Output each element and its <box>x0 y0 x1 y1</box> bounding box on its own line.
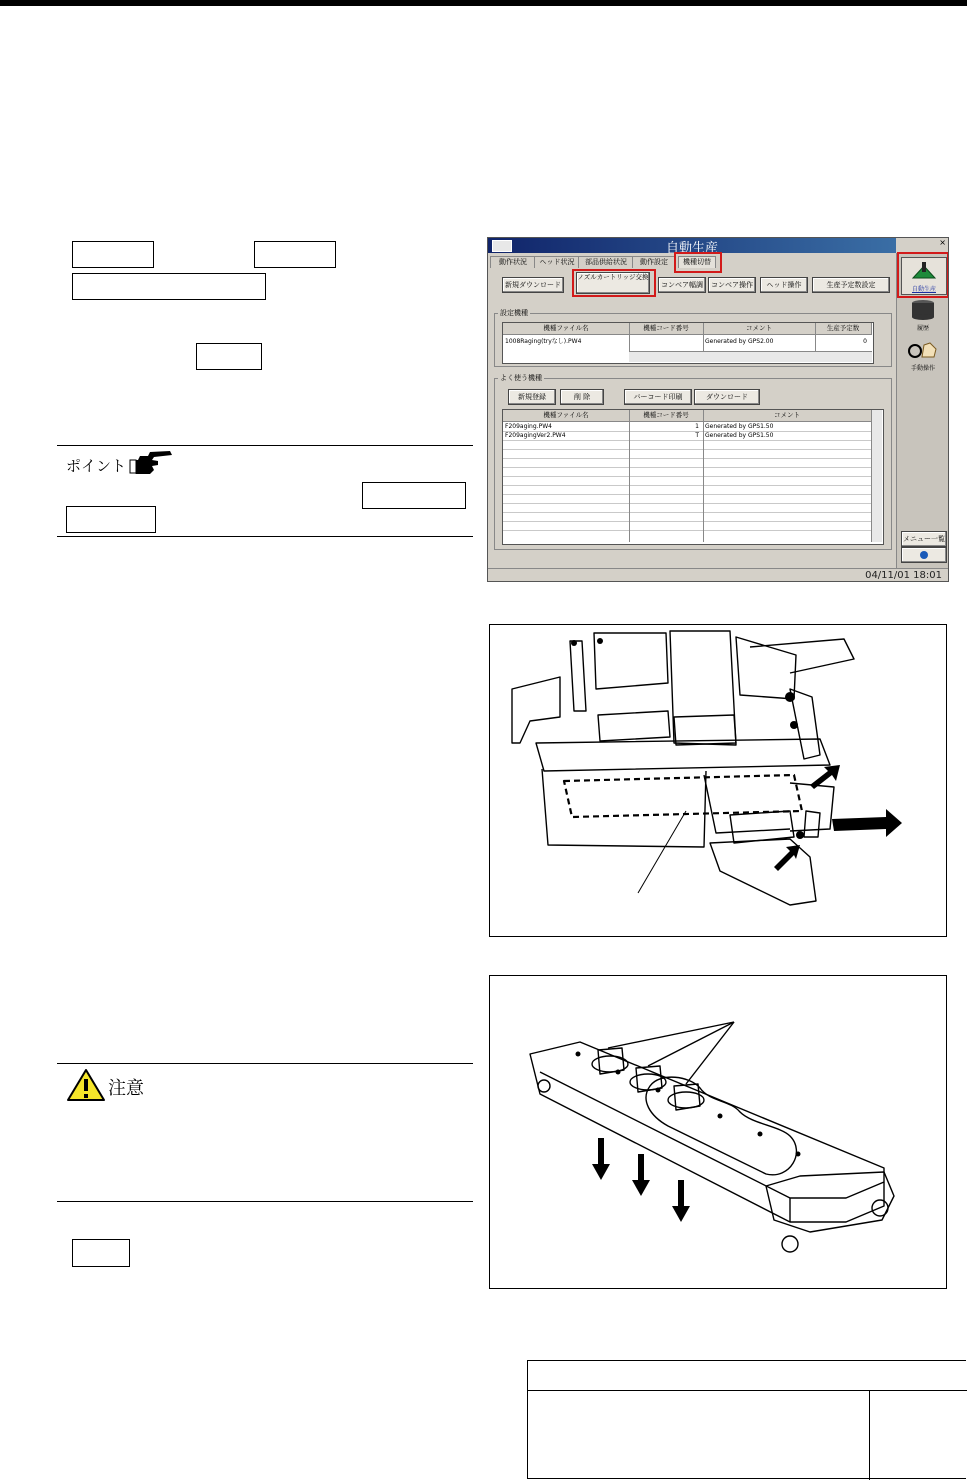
grid-line <box>503 530 871 531</box>
col-file-name-2: 機種ファイル名 <box>503 410 630 422</box>
favorite-row-2-file[interactable]: F209agingVer2.PW4 <box>505 432 566 439</box>
favorite-row-1-file[interactable]: F209aging.PW4 <box>505 423 552 430</box>
screen-title: 自動生産 <box>665 241 718 256</box>
col-file-name: 機種ファイル名 <box>503 323 630 335</box>
grid-line <box>703 323 704 351</box>
globe-icon <box>920 551 928 559</box>
bottom-table-column-divider <box>869 1390 870 1480</box>
history-icon <box>910 299 936 321</box>
grid-line <box>503 467 871 468</box>
conveyor-width-button[interactable]: コンベア幅調 <box>658 277 706 293</box>
nozzle-cartridge-illustration <box>490 976 946 1288</box>
highlight-nozzle-button <box>572 269 656 297</box>
auto-production-side-label: 自動生産 <box>911 286 936 293</box>
key-box-3 <box>72 273 266 300</box>
history-side-button[interactable] <box>901 299 945 335</box>
favorite-models-label: よく使う機種 <box>500 374 542 382</box>
grid-line <box>503 476 871 477</box>
col-model-code-2: 機種コード番号 <box>629 410 704 422</box>
auto-production-screen <box>487 237 949 582</box>
tab-model-switch[interactable]: 機種切替 <box>678 256 716 268</box>
col-model-code: 機種コード番号 <box>629 323 704 335</box>
col-comment-2: コメント <box>703 410 872 422</box>
grid-line <box>503 521 871 522</box>
highlight-auto-production <box>897 252 949 298</box>
new-download-button[interactable]: 新規ダウンロード <box>502 277 564 293</box>
conveyor-operation-button[interactable]: コンベア操作 <box>708 277 756 293</box>
col-planned-count: 生産予定数 <box>815 323 872 335</box>
key-box-5 <box>362 482 466 509</box>
warning-triangle-icon <box>66 1068 106 1102</box>
barcode-print-button[interactable]: バーコード印刷 <box>624 389 692 405</box>
top-rule <box>0 0 967 6</box>
title-bar <box>488 238 896 256</box>
key-box-2 <box>254 241 336 268</box>
grid-line <box>629 410 630 542</box>
caution-rule-top <box>57 1063 473 1064</box>
grid-line <box>503 503 871 504</box>
figure-nozzle-cartridge <box>489 975 947 1289</box>
status-bar <box>488 568 948 582</box>
highlight-model-switch <box>674 252 722 273</box>
side-panel <box>896 253 949 569</box>
head-operation-button[interactable]: ヘッド操作 <box>760 277 808 293</box>
point-label: ポイント <box>66 457 127 475</box>
history-side-label: 履歴 <box>916 325 929 332</box>
close-icon[interactable]: × <box>939 238 946 247</box>
favorite-models-table <box>502 409 884 545</box>
point-rule-top <box>57 445 473 446</box>
tab-head-status[interactable]: ヘッド状況 <box>534 256 580 268</box>
col-comment: コメント <box>703 323 816 335</box>
manual-operation-icon <box>906 339 940 361</box>
tab-operation-status[interactable]: 動作状況 <box>490 256 536 268</box>
figure-cartridge-removal <box>489 624 947 937</box>
favorite-row-2-code: T <box>695 432 699 439</box>
globe-button[interactable] <box>901 547 947 563</box>
current-model-table <box>502 322 874 364</box>
vertical-scrollbar[interactable] <box>871 410 882 542</box>
menu-list-button[interactable]: メニュー一覧 <box>901 531 947 547</box>
machine-head-illustration <box>490 625 946 936</box>
bottom-table-header-divider <box>528 1390 967 1391</box>
key-box-7 <box>72 1239 130 1267</box>
key-box-6 <box>66 506 156 533</box>
download-button[interactable]: ダウンロード <box>694 389 760 405</box>
favorite-row-1-comment: Generated by GPS1.50 <box>705 423 774 430</box>
key-box-4 <box>196 343 262 370</box>
grid-line <box>703 410 704 542</box>
favorite-row-1-code: 1 <box>695 423 699 430</box>
delete-button[interactable]: 削 除 <box>560 389 604 405</box>
grid-line <box>503 485 871 486</box>
nozzle-cartridge-button[interactable]: ノズルカートリッジ交換 <box>576 272 650 294</box>
current-model-label: 設定機種 <box>500 309 528 317</box>
current-model-count: 0 <box>863 338 867 345</box>
grid-line <box>503 431 871 432</box>
grid-line <box>503 494 871 495</box>
pointing-hand-icon <box>128 448 174 478</box>
favorite-row-2-comment: Generated by GPS1.50 <box>705 432 774 439</box>
grid-line <box>629 323 630 351</box>
key-box-1 <box>72 241 154 268</box>
production-plan-button[interactable]: 生産予定数設定 <box>812 277 890 293</box>
tab-operation-settings[interactable]: 動作設定 <box>632 256 676 268</box>
register-button[interactable]: 新規登録 <box>508 389 556 405</box>
manual-operation-side-label: 手動操作 <box>910 365 935 372</box>
current-model-comment: Generated by GPS2.00 <box>705 338 774 345</box>
point-rule-bottom <box>57 536 473 537</box>
tab-feeder-status[interactable]: 部品供給状況 <box>578 256 634 268</box>
manual-operation-side-button[interactable] <box>901 339 945 375</box>
status-time: 04/11/01 18:01 <box>865 570 942 581</box>
caution-label: 注意 <box>108 1078 144 1099</box>
horizontal-scrollbar[interactable] <box>629 351 872 362</box>
current-model-code <box>631 337 701 346</box>
grid-line <box>503 449 871 450</box>
grid-line <box>503 458 871 459</box>
bottom-table <box>527 1360 966 1479</box>
caution-rule-bottom <box>57 1201 473 1202</box>
grid-line <box>503 512 871 513</box>
current-model-file[interactable]: 1008Raging(tryなし).PW4 <box>505 338 582 345</box>
grid-line <box>815 323 816 351</box>
grid-line <box>503 440 871 441</box>
